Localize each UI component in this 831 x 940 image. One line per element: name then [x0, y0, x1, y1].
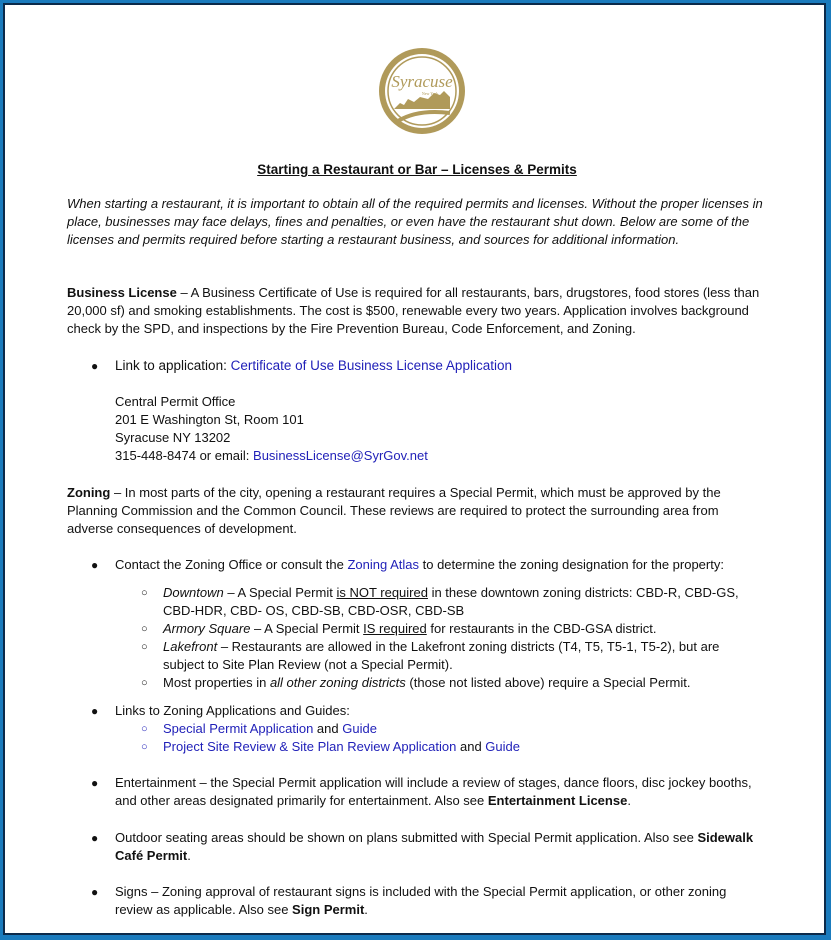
armory-item [163, 620, 763, 638]
zoning-atlas-link[interactable]: Zoning Atlas [347, 557, 419, 572]
circle-bullet-icon: ○ [141, 623, 148, 635]
special-permit-links [163, 720, 763, 738]
sidewalk-cafe-ref: Sidewalk Café Permit [115, 830, 754, 863]
armory-label: Armory Square [163, 621, 251, 636]
zoning-body: – In most parts of the city, opening a restaurant requires a Special Permit, which must be approved by the Planning Commission and the Common Council. These reviews are required to protect the surrounding area from adverse consequences of development. [67, 485, 721, 536]
entertainment-text: Entertainment – the Special Permit application will include a review of stages, dance floors, disc jockey booths, and other areas designated primarily for entertainment. Also see [115, 775, 752, 808]
circle-bullet-icon: ○ [141, 641, 148, 653]
business-license-heading: Business License [67, 285, 177, 300]
downtown-text-a: – A Special Permit [223, 585, 337, 600]
document-border [3, 3, 826, 935]
office-name: Central Permit Office [115, 394, 236, 409]
office-city: Syracuse NY 13202 [115, 430, 231, 445]
zoning-paragraph [67, 484, 767, 538]
lakefront-label: Lakefront [163, 639, 218, 654]
other-text-b: (those not listed above) require a Special Permit. [405, 675, 691, 690]
armory-underlined: IS required [363, 621, 427, 636]
circle-bullet-icon: ○ [141, 741, 148, 753]
bullet-icon: ● [91, 704, 99, 718]
circle-bullet-icon: ○ [141, 587, 148, 599]
business-license-email-link[interactable]: BusinessLicense@SyrGov.net [253, 448, 428, 463]
bullet-icon: ● [91, 776, 99, 790]
period: . [187, 848, 191, 863]
sign-permit-ref: Sign Permit [292, 902, 365, 917]
other-italic: all other zoning districts [269, 675, 406, 690]
bullet-icon: ● [91, 359, 99, 373]
svg-text:New York: New York [421, 91, 439, 96]
office-street: 201 E Washington St, Room 101 [115, 412, 304, 427]
period: . [627, 793, 631, 808]
business-license-body: – A Business Certificate of Use is required for all restaurants, bars, drugstores, food stores (less than 20,000 sf) and smoking establishments. The cost is $500, renewable every two years. Application involves background check by the SPD, and inspections by the Fire Prevention Bureau, Code Enforcement, and Zoning. [67, 285, 760, 336]
page-title: Starting a Restaurant or Bar – Licenses & Permits [257, 162, 577, 177]
svg-text:Syracuse: Syracuse [391, 72, 453, 91]
lakefront-item [163, 638, 763, 674]
circle-bullet-icon: ○ [141, 723, 148, 735]
outdoor-text: Outdoor seating areas should be shown on plans submitted with Special Permit application. Also see [115, 830, 698, 845]
zoning-contact-line [115, 556, 765, 574]
bullet-icon: ● [91, 558, 99, 572]
office-address [115, 393, 765, 465]
downtown-underlined: is NOT required [336, 585, 428, 600]
bullet-icon: ● [91, 885, 99, 899]
site-plan-guide-link[interactable]: Guide [485, 739, 520, 754]
syracuse-seal-logo [378, 47, 466, 135]
downtown-text-b: in these downtown zoning districts: CBD-R, CBD-GS, CBD-HDR, CBD- OS, CBD-SB, CBD-OSR, CBD-SB [163, 585, 739, 618]
intro-paragraph: When starting a restaurant, it is important to obtain all of the required permits and licenses. Without the proper licenses in place, businesses may face delays, fines and penalties, or even have the restaurant shut down. Below are some of the licenses and permits required before starting a restaurant business, and sources for additional information. [67, 196, 763, 247]
entertainment-license-ref: Entertainment License [487, 793, 628, 808]
site-plan-links [163, 738, 763, 756]
other-text-a: Most properties in [163, 675, 270, 690]
circle-bullet-icon: ○ [141, 677, 148, 689]
business-license-paragraph [67, 284, 767, 338]
other-districts-item [163, 674, 763, 692]
zoning-links-heading: Links to Zoning Applications and Guides: [115, 703, 350, 718]
application-link-line [115, 357, 765, 375]
link-prefix: Link to application: [115, 358, 231, 373]
downtown-item [163, 584, 763, 620]
signs-text: Signs – Zoning approval of restaurant signs is included with the Special Permit application, or other zoning review as applicable. Also see [115, 884, 727, 917]
office-phone: 315-448-8474 or email: [115, 448, 254, 463]
downtown-label: Downtown [163, 585, 224, 600]
zoning-heading: Zoning [67, 485, 111, 500]
site-plan-review-application-link[interactable]: Project Site Review & Site Plan Review Application [163, 739, 457, 754]
special-permit-application-link[interactable]: Special Permit Application [163, 721, 314, 736]
outdoor-seating-item [115, 829, 765, 865]
contact-suffix: to determine the zoning designation for the property: [419, 557, 724, 572]
document-page [5, 5, 824, 933]
armory-text-b: for restaurants in the CBD-GSA district. [426, 621, 657, 636]
signs-item [115, 883, 765, 919]
and-text: and [456, 739, 486, 754]
and-text: and [313, 721, 343, 736]
armory-text-a: – A Special Permit [250, 621, 364, 636]
lakefront-text: – Restaurants are allowed in the Lakefront zoning districts (T4, T5, T5-1, T5-2), but are subject to Site Plan Review (not a Special Permit). [163, 639, 720, 672]
special-permit-guide-link[interactable]: Guide [342, 721, 377, 736]
bullet-icon: ● [91, 831, 99, 845]
period: . [364, 902, 368, 917]
entertainment-item [115, 774, 765, 810]
contact-prefix: Contact the Zoning Office or consult the [115, 557, 348, 572]
certificate-of-use-link[interactable]: Certificate of Use Business License Application [230, 358, 512, 373]
